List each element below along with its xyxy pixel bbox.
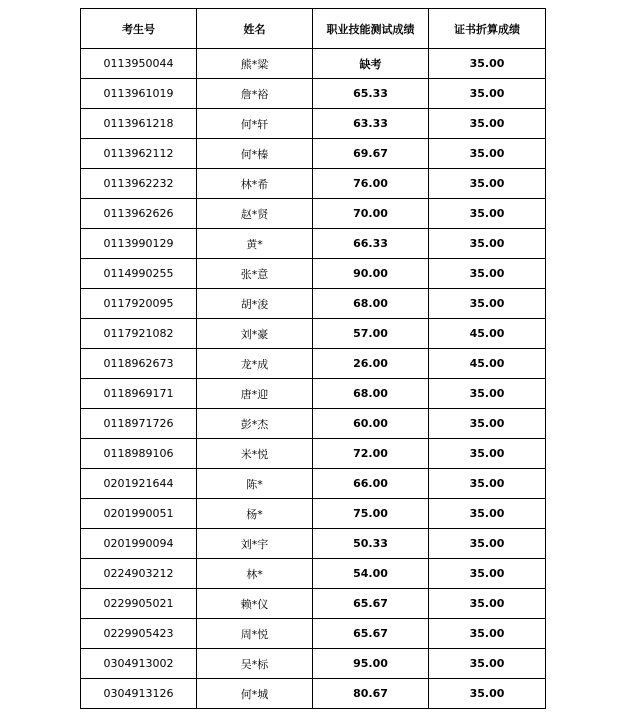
- cell-candidate-id: 0113961218: [81, 109, 197, 139]
- cell-name: 赖*仪: [197, 589, 313, 619]
- cell-name: 黄*: [197, 229, 313, 259]
- cell-cert-score: 35.00: [429, 529, 546, 559]
- cell-name: 唐*迎: [197, 379, 313, 409]
- cell-candidate-id: 0117920095: [81, 289, 197, 319]
- cell-cert-score: 35.00: [429, 109, 546, 139]
- cell-cert-score: 35.00: [429, 559, 546, 589]
- cell-candidate-id: 0118969171: [81, 379, 197, 409]
- cell-candidate-id: 0113961019: [81, 79, 197, 109]
- cell-cert-score: 35.00: [429, 619, 546, 649]
- table-row: [81, 319, 546, 349]
- cell-cert-score: 35.00: [429, 649, 546, 679]
- cell-candidate-id: 0118962673: [81, 349, 197, 379]
- cell-cert-score: 35.00: [429, 469, 546, 499]
- cell-name: 林*希: [197, 169, 313, 199]
- cell-skill-score: 66.33: [313, 229, 429, 259]
- cell-cert-score: 45.00: [429, 349, 546, 379]
- cell-candidate-id: 0118989106: [81, 439, 197, 469]
- cell-cert-score: 35.00: [429, 289, 546, 319]
- cell-skill-score: 95.00: [313, 649, 429, 679]
- cell-cert-score: 35.00: [429, 199, 546, 229]
- cell-cert-score: 35.00: [429, 79, 546, 109]
- table-row: [81, 469, 546, 499]
- cell-name: 赵*贤: [197, 199, 313, 229]
- header-candidate-id: 考生号: [81, 9, 197, 49]
- cell-candidate-id: 0201990094: [81, 529, 197, 559]
- cell-candidate-id: 0201921644: [81, 469, 197, 499]
- cell-skill-score: 63.33: [313, 109, 429, 139]
- table-header: [81, 9, 546, 49]
- cell-skill-score: 60.00: [313, 409, 429, 439]
- cell-candidate-id: 0113990129: [81, 229, 197, 259]
- table-row: [81, 259, 546, 289]
- table-row: [81, 289, 546, 319]
- table-row: [81, 439, 546, 469]
- cell-cert-score: 35.00: [429, 679, 546, 709]
- cell-skill-score: 54.00: [313, 559, 429, 589]
- cell-cert-score: 35.00: [429, 169, 546, 199]
- table-row: [81, 169, 546, 199]
- table-row: [81, 679, 546, 709]
- header-name: 姓名: [197, 9, 313, 49]
- cell-candidate-id: 0201990051: [81, 499, 197, 529]
- cell-skill-score: 50.33: [313, 529, 429, 559]
- cell-cert-score: 35.00: [429, 49, 546, 79]
- cell-skill-score: 69.67: [313, 139, 429, 169]
- cell-skill-score: 缺考: [313, 49, 429, 79]
- cell-name: 龙*成: [197, 349, 313, 379]
- cell-skill-score: 72.00: [313, 439, 429, 469]
- cell-candidate-id: 0113962232: [81, 169, 197, 199]
- cell-name: 林*: [197, 559, 313, 589]
- table-row: [81, 649, 546, 679]
- cell-candidate-id: 0304913126: [81, 679, 197, 709]
- table-row: [81, 109, 546, 139]
- cell-skill-score: 75.00: [313, 499, 429, 529]
- cell-skill-score: 65.67: [313, 619, 429, 649]
- cell-skill-score: 57.00: [313, 319, 429, 349]
- cell-candidate-id: 0117921082: [81, 319, 197, 349]
- cell-candidate-id: 0304913002: [81, 649, 197, 679]
- cell-cert-score: 35.00: [429, 439, 546, 469]
- cell-name: 何*城: [197, 679, 313, 709]
- cell-name: 何*轩: [197, 109, 313, 139]
- table-row: [81, 559, 546, 589]
- table-body: [81, 49, 546, 709]
- cell-name: 周*悦: [197, 619, 313, 649]
- table-row: [81, 139, 546, 169]
- cell-candidate-id: 0229905021: [81, 589, 197, 619]
- cell-candidate-id: 0114990255: [81, 259, 197, 289]
- table-row: [81, 589, 546, 619]
- cell-cert-score: 35.00: [429, 259, 546, 289]
- table-row: [81, 379, 546, 409]
- header-skill-score: 职业技能测试成绩: [313, 9, 429, 49]
- cell-name: 何*榛: [197, 139, 313, 169]
- table-row: [81, 229, 546, 259]
- cell-cert-score: 35.00: [429, 589, 546, 619]
- cell-skill-score: 80.67: [313, 679, 429, 709]
- cell-candidate-id: 0229905423: [81, 619, 197, 649]
- cell-name: 詹*裕: [197, 79, 313, 109]
- cell-cert-score: 35.00: [429, 139, 546, 169]
- cell-skill-score: 70.00: [313, 199, 429, 229]
- cell-cert-score: 35.00: [429, 229, 546, 259]
- table-row: [81, 499, 546, 529]
- cell-skill-score: 68.00: [313, 379, 429, 409]
- score-table: [80, 8, 546, 709]
- cell-name: 陈*: [197, 469, 313, 499]
- cell-name: 吴*标: [197, 649, 313, 679]
- cell-skill-score: 65.33: [313, 79, 429, 109]
- cell-skill-score: 68.00: [313, 289, 429, 319]
- cell-cert-score: 35.00: [429, 379, 546, 409]
- cell-skill-score: 65.67: [313, 589, 429, 619]
- cell-cert-score: 35.00: [429, 409, 546, 439]
- cell-cert-score: 35.00: [429, 499, 546, 529]
- table-row: [81, 49, 546, 79]
- table-row: [81, 349, 546, 379]
- cell-skill-score: 26.00: [313, 349, 429, 379]
- cell-name: 张*意: [197, 259, 313, 289]
- cell-name: 刘*豪: [197, 319, 313, 349]
- cell-skill-score: 66.00: [313, 469, 429, 499]
- table-row: [81, 409, 546, 439]
- cell-cert-score: 45.00: [429, 319, 546, 349]
- cell-candidate-id: 0113962112: [81, 139, 197, 169]
- cell-candidate-id: 0118971726: [81, 409, 197, 439]
- table-row: [81, 529, 546, 559]
- table-row: [81, 619, 546, 649]
- cell-name: 熊*粱: [197, 49, 313, 79]
- cell-candidate-id: 0224903212: [81, 559, 197, 589]
- cell-candidate-id: 0113962626: [81, 199, 197, 229]
- header-cert-score: 证书折算成绩: [429, 9, 546, 49]
- cell-name: 彭*杰: [197, 409, 313, 439]
- cell-skill-score: 76.00: [313, 169, 429, 199]
- cell-name: 胡*浚: [197, 289, 313, 319]
- cell-name: 米*悦: [197, 439, 313, 469]
- cell-name: 刘*宇: [197, 529, 313, 559]
- table-row: [81, 199, 546, 229]
- cell-name: 杨*: [197, 499, 313, 529]
- cell-skill-score: 90.00: [313, 259, 429, 289]
- table-row: [81, 79, 546, 109]
- cell-candidate-id: 0113950044: [81, 49, 197, 79]
- header-row: [81, 9, 546, 49]
